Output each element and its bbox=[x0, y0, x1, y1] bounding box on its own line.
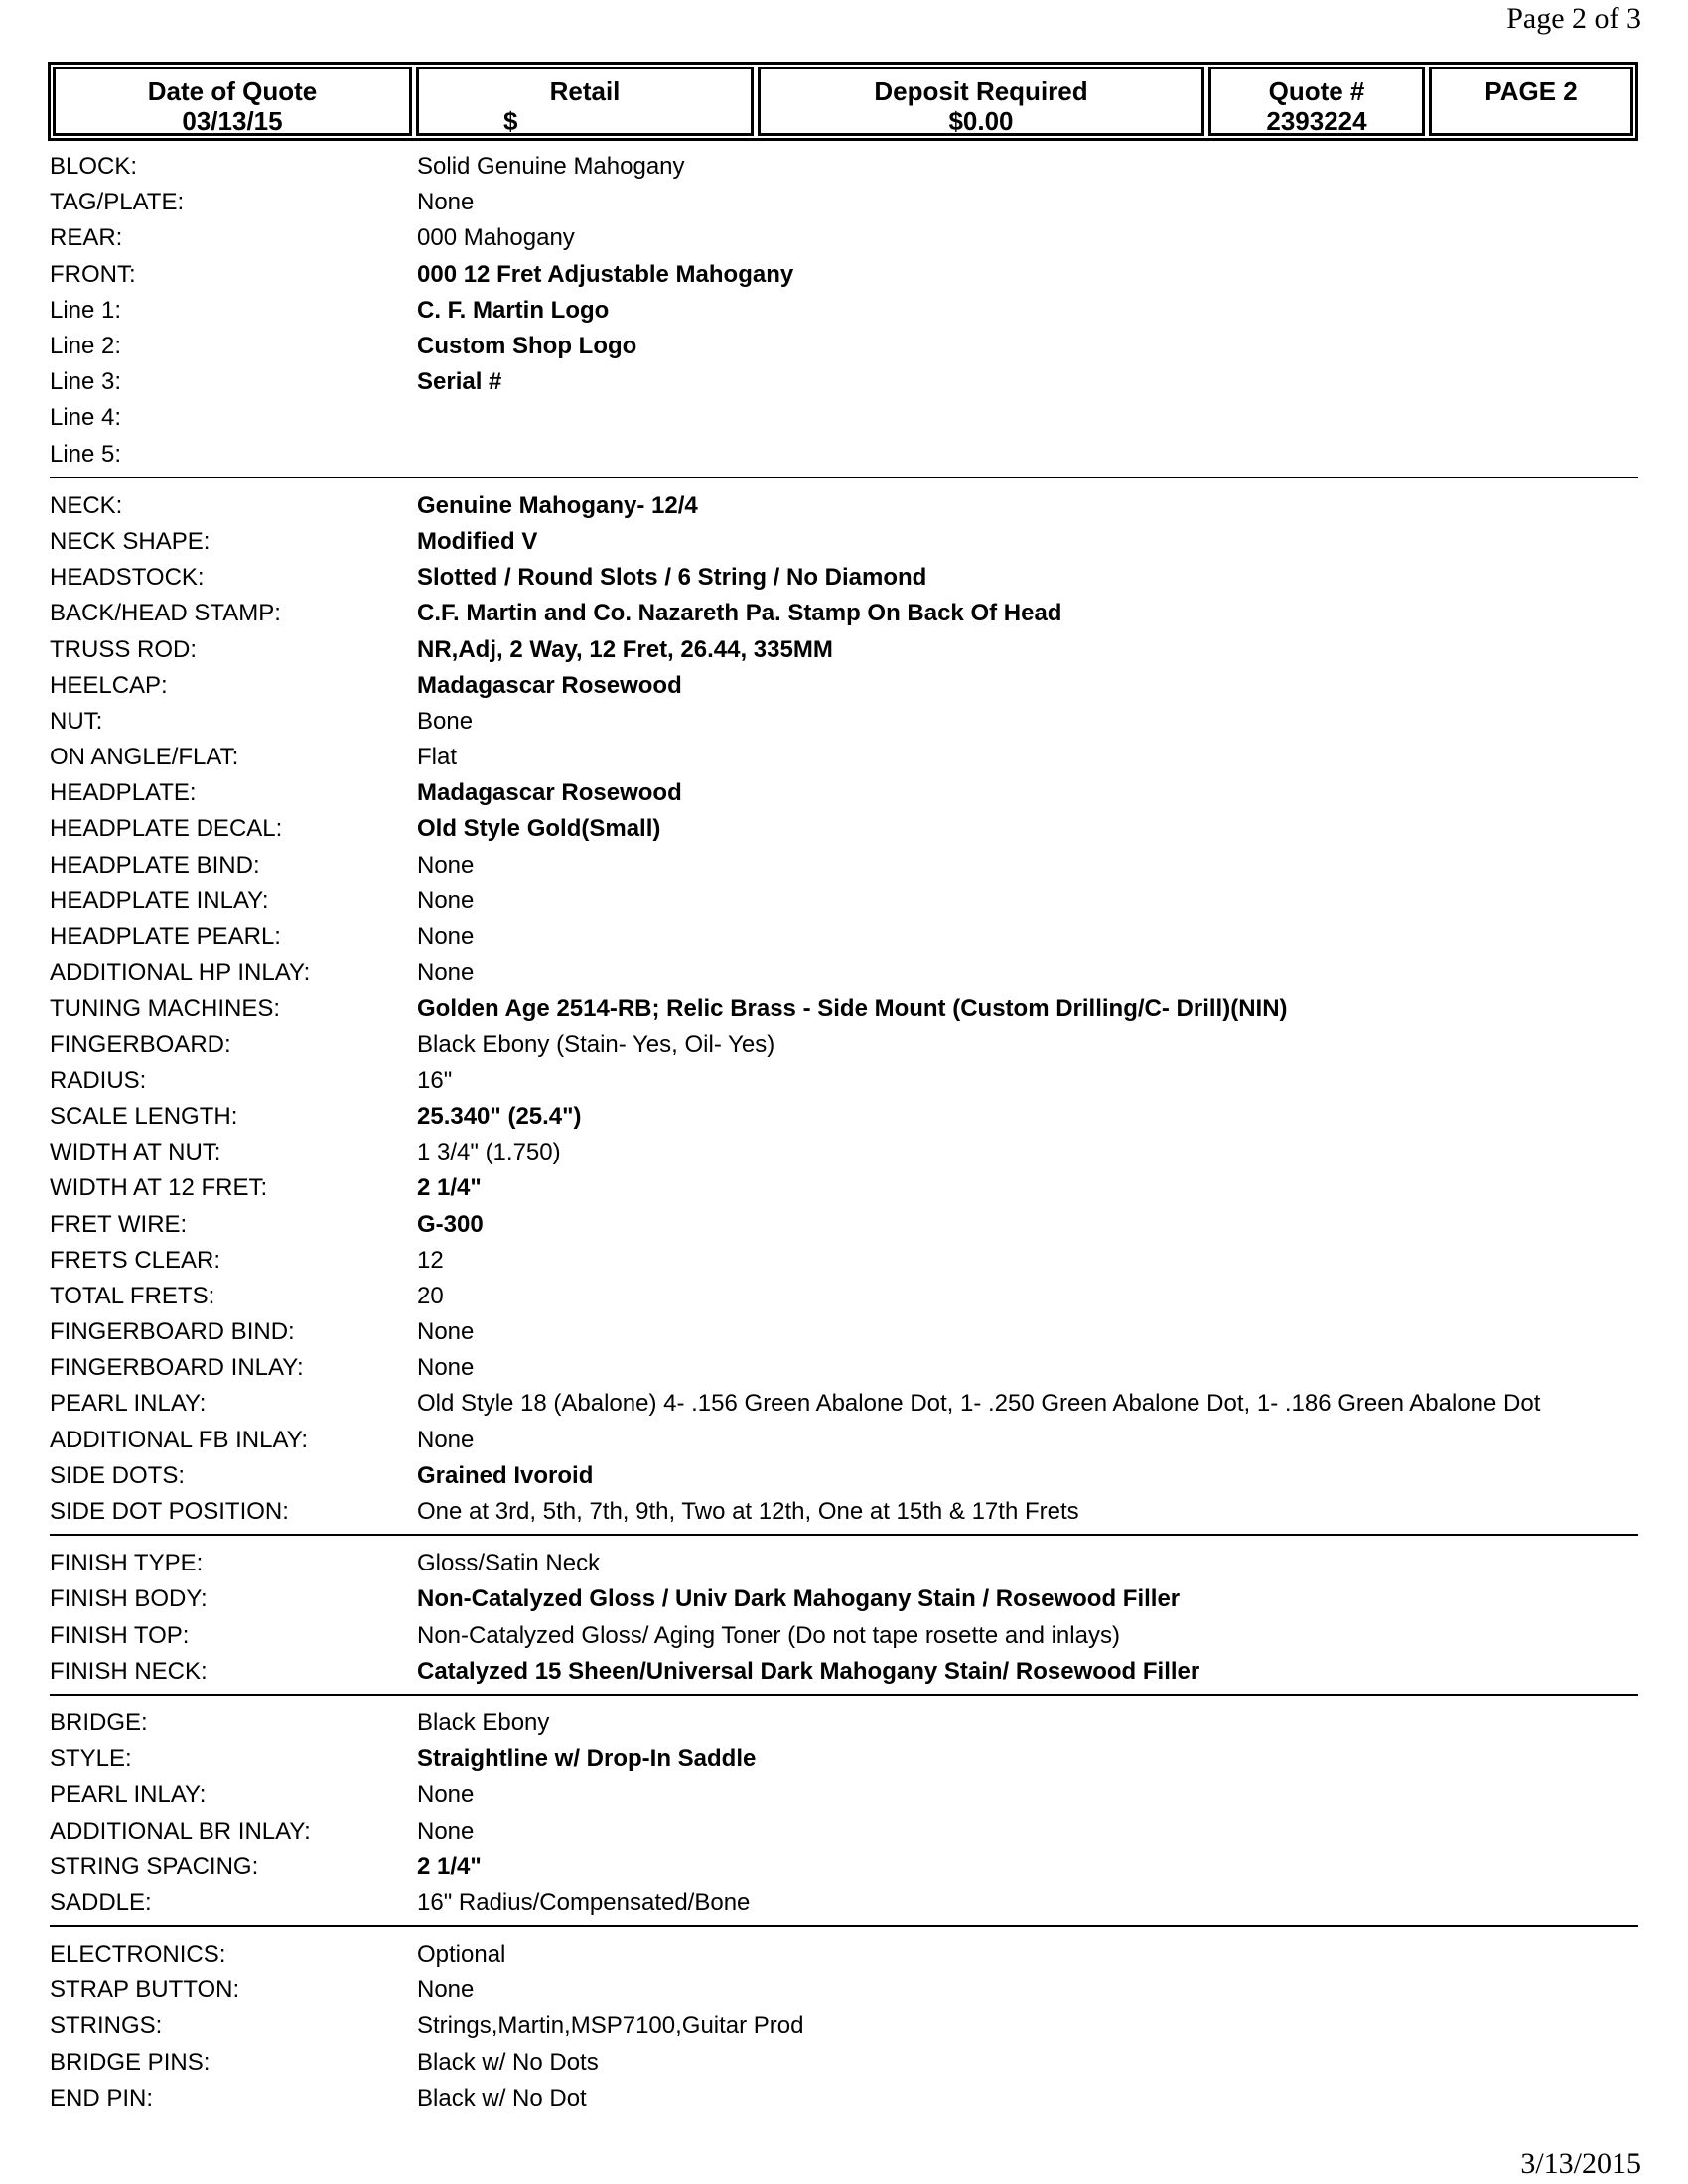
spec-label: FINGERBOARD: bbox=[50, 1030, 231, 1058]
spec-value: None bbox=[417, 1781, 475, 1809]
spec-label: FRETS CLEAR: bbox=[50, 1246, 221, 1274]
spec-value: One at 3rd, 5th, 7th, 9th, Two at 12th, One at 15th & 17th Frets bbox=[417, 1498, 1079, 1526]
spec-value: Madagascar Rosewood bbox=[417, 779, 682, 807]
spec-value: G-300 bbox=[417, 1210, 484, 1238]
spec-row bbox=[50, 1885, 1638, 1921]
spec-row bbox=[50, 1027, 1638, 1063]
spec-row bbox=[50, 1458, 1638, 1494]
spec-row bbox=[50, 1386, 1638, 1422]
spec-label: SIDE DOTS: bbox=[50, 1461, 186, 1489]
retail-label: Retail bbox=[549, 76, 621, 106]
spec-label: ADDITIONAL BR INLAY: bbox=[50, 1817, 311, 1844]
spec-value: Catalyzed 15 Sheen/Universal Dark Mahogany Stain/ Rosewood Filler bbox=[417, 1657, 1200, 1685]
spec-value: Modified V bbox=[417, 527, 538, 555]
spec-value: Strings,Martin,MSP7100,Guitar Prod bbox=[417, 2012, 804, 2040]
spec-value: None bbox=[417, 851, 475, 879]
spec-row bbox=[50, 329, 1638, 364]
spec-label: REAR: bbox=[50, 224, 123, 252]
spec-value: 16" Radius/Compensated/Bone bbox=[417, 1888, 751, 1916]
spec-label: HEADPLATE INLAY: bbox=[50, 887, 269, 914]
spec-label: END PIN: bbox=[50, 2084, 154, 2112]
spec-row bbox=[50, 400, 1638, 436]
spec-label: FINGERBOARD INLAY: bbox=[50, 1354, 304, 1382]
spec-value: Non-Catalyzed Gloss/ Aging Toner (Do not tape rosette and inlays) bbox=[417, 1621, 1120, 1649]
deposit-cell bbox=[758, 67, 1204, 136]
spec-row bbox=[50, 1813, 1638, 1848]
spec-row bbox=[50, 1581, 1638, 1617]
spec-value: None bbox=[417, 959, 475, 987]
spec-row bbox=[50, 1706, 1638, 1741]
spec-section bbox=[50, 1546, 1638, 1696]
spec-label: NECK SHAPE: bbox=[50, 527, 211, 555]
spec-row bbox=[50, 1546, 1638, 1581]
spec-label: HEADPLATE DECAL: bbox=[50, 815, 283, 843]
spec-label: TRUSS ROD: bbox=[50, 635, 198, 663]
spec-row bbox=[50, 257, 1638, 293]
spec-row bbox=[50, 1849, 1638, 1885]
retail-value: $ bbox=[503, 106, 518, 136]
spec-value: Slotted / Round Slots / 6 String / No Diamond bbox=[417, 564, 927, 592]
spec-value: Golden Age 2514-RB; Relic Brass - Side Mount (Custom Drilling/C- Drill)(NIN) bbox=[417, 995, 1288, 1023]
spec-label: ON ANGLE/FLAT: bbox=[50, 744, 239, 771]
spec-value: Custom Shop Logo bbox=[417, 333, 637, 360]
spec-value: Genuine Mahogany- 12/4 bbox=[417, 491, 698, 519]
quote-header-table bbox=[48, 62, 1638, 141]
spec-row bbox=[50, 1973, 1638, 2008]
spec-label: Line 4: bbox=[50, 404, 122, 432]
spec-value: 000 Mahogany bbox=[417, 224, 575, 252]
spec-value: 2 1/4" bbox=[417, 1852, 482, 1880]
spec-value: None bbox=[417, 1977, 475, 2004]
spec-value: None bbox=[417, 1354, 475, 1382]
spec-value: Gloss/Satin Neck bbox=[417, 1550, 601, 1577]
spec-value: Black w/ No Dots bbox=[417, 2048, 599, 2076]
spec-row bbox=[50, 2081, 1638, 2116]
spec-label: TAG/PLATE: bbox=[50, 189, 185, 216]
spec-row bbox=[50, 596, 1638, 631]
spec-value: Bone bbox=[417, 707, 474, 735]
spec-label: NECK: bbox=[50, 491, 123, 519]
spec-value: Optional bbox=[417, 1941, 506, 1969]
spec-label: HEADSTOCK: bbox=[50, 564, 205, 592]
spec-label: TUNING MACHINES: bbox=[50, 995, 281, 1023]
spec-value: None bbox=[417, 1318, 475, 1346]
spec-label: HEADPLATE PEARL: bbox=[50, 923, 281, 951]
spec-row bbox=[50, 364, 1638, 400]
spec-label: STYLE: bbox=[50, 1745, 132, 1773]
spec-label: STRAP BUTTON: bbox=[50, 1977, 240, 2004]
spec-value: C. F. Martin Logo bbox=[417, 296, 610, 324]
spec-section bbox=[50, 1706, 1638, 1927]
spec-row bbox=[50, 704, 1638, 740]
spec-value: Old Style 18 (Abalone) 4- .156 Green Abalone Dot, 1- .250 Green Abalone Dot, 1- .186 Green Abalone Dot bbox=[417, 1390, 1541, 1418]
spec-row bbox=[50, 220, 1638, 256]
deposit-label: Deposit Required bbox=[874, 76, 1088, 106]
spec-row bbox=[50, 668, 1638, 704]
spec-row bbox=[50, 2045, 1638, 2081]
spec-row bbox=[50, 1314, 1638, 1350]
spec-label: SCALE LENGTH: bbox=[50, 1102, 238, 1130]
spec-value: 1 3/4" (1.750) bbox=[417, 1139, 561, 1166]
spec-label: Line 1: bbox=[50, 296, 122, 324]
date-of-quote-value: 03/13/15 bbox=[182, 106, 283, 136]
spec-row bbox=[50, 488, 1638, 524]
spec-section bbox=[50, 488, 1638, 1536]
spec-value: None bbox=[417, 887, 475, 914]
spec-value: Black w/ No Dot bbox=[417, 2084, 587, 2112]
spec-row bbox=[50, 1135, 1638, 1170]
spec-row bbox=[50, 1350, 1638, 1386]
spec-row bbox=[50, 293, 1638, 329]
spec-row bbox=[50, 1937, 1638, 1973]
spec-label: Line 3: bbox=[50, 368, 122, 396]
spec-row bbox=[50, 631, 1638, 667]
spec-value: None bbox=[417, 189, 475, 216]
spec-label: RADIUS: bbox=[50, 1066, 147, 1094]
spec-label: SIDE DOT POSITION: bbox=[50, 1498, 289, 1526]
spec-value: NR,Adj, 2 Way, 12 Fret, 26.44, 335MM bbox=[417, 635, 833, 663]
spec-value: Flat bbox=[417, 744, 458, 771]
spec-label: FINISH TOP: bbox=[50, 1621, 190, 1649]
spec-row bbox=[50, 740, 1638, 775]
retail-cell bbox=[416, 67, 754, 136]
spec-value: None bbox=[417, 923, 475, 951]
footer-date: 3/13/2015 bbox=[1520, 2147, 1641, 2180]
spec-label: FINISH BODY: bbox=[50, 1585, 208, 1613]
spec-value: Straightline w/ Drop-In Saddle bbox=[417, 1745, 757, 1773]
spec-row bbox=[50, 149, 1638, 185]
spec-row bbox=[50, 524, 1638, 560]
spec-value: Black Ebony bbox=[417, 1708, 550, 1736]
spec-value: 12 bbox=[417, 1246, 444, 1274]
spec-value: 25.340" (25.4") bbox=[417, 1102, 582, 1130]
spec-section bbox=[50, 1937, 1638, 2120]
spec-row bbox=[50, 1777, 1638, 1813]
spec-value: None bbox=[417, 1817, 475, 1844]
spec-value: Black Ebony (Stain- Yes, Oil- Yes) bbox=[417, 1030, 775, 1058]
spec-label: HEADPLATE BIND: bbox=[50, 851, 260, 879]
page-cell bbox=[1429, 67, 1633, 136]
spec-label: BRIDGE: bbox=[50, 1708, 148, 1736]
spec-value: Grained Ivoroid bbox=[417, 1461, 594, 1489]
spec-row bbox=[50, 1206, 1638, 1242]
spec-row bbox=[50, 1494, 1638, 1530]
page-number: Page 2 of 3 bbox=[1506, 2, 1641, 35]
spec-value: Madagascar Rosewood bbox=[417, 671, 682, 699]
spec-label: ADDITIONAL HP INLAY: bbox=[50, 959, 311, 987]
spec-label: ADDITIONAL FB INLAY: bbox=[50, 1426, 309, 1453]
spec-row bbox=[50, 848, 1638, 884]
spec-label: WIDTH AT NUT: bbox=[50, 1139, 221, 1166]
spec-label: FINGERBOARD BIND: bbox=[50, 1318, 295, 1346]
spec-list bbox=[50, 149, 1638, 2130]
spec-label: HEADPLATE: bbox=[50, 779, 197, 807]
spec-row bbox=[50, 811, 1638, 847]
spec-label: PEARL INLAY: bbox=[50, 1781, 207, 1809]
spec-section bbox=[50, 149, 1638, 478]
spec-value: 20 bbox=[417, 1282, 444, 1309]
spec-value: 2 1/4" bbox=[417, 1174, 482, 1202]
spec-label: PEARL INLAY: bbox=[50, 1390, 207, 1418]
spec-row bbox=[50, 1423, 1638, 1458]
spec-row bbox=[50, 1099, 1638, 1135]
spec-row bbox=[50, 919, 1638, 955]
spec-label: TOTAL FRETS: bbox=[50, 1282, 215, 1309]
quote-number-value: 2393224 bbox=[1266, 106, 1367, 136]
spec-label: FINISH NECK: bbox=[50, 1657, 208, 1685]
spec-label: NUT: bbox=[50, 707, 103, 735]
deposit-value: $0.00 bbox=[948, 106, 1014, 136]
spec-row bbox=[50, 1243, 1638, 1279]
spec-row bbox=[50, 1654, 1638, 1690]
page-cell-label: PAGE 2 bbox=[1484, 76, 1578, 106]
spec-label: FRONT: bbox=[50, 260, 136, 288]
spec-label: Line 2: bbox=[50, 333, 122, 360]
spec-value: Old Style Gold(Small) bbox=[417, 815, 661, 843]
spec-label: STRING SPACING: bbox=[50, 1852, 259, 1880]
spec-value: 16" bbox=[417, 1066, 453, 1094]
spec-label: STRINGS: bbox=[50, 2012, 163, 2040]
spec-row bbox=[50, 1279, 1638, 1314]
date-of-quote-cell bbox=[53, 67, 412, 136]
spec-row bbox=[50, 560, 1638, 596]
quote-number-cell bbox=[1208, 67, 1425, 136]
spec-value: Serial # bbox=[417, 368, 502, 396]
spec-row bbox=[50, 437, 1638, 473]
spec-row bbox=[50, 1170, 1638, 1206]
spec-value: Non-Catalyzed Gloss / Univ Dark Mahogany Stain / Rosewood Filler bbox=[417, 1585, 1181, 1613]
spec-label: Line 5: bbox=[50, 440, 122, 468]
quote-number-label: Quote # bbox=[1268, 76, 1365, 106]
spec-row bbox=[50, 991, 1638, 1026]
spec-row bbox=[50, 884, 1638, 919]
spec-label: BACK/HEAD STAMP: bbox=[50, 600, 281, 627]
spec-row bbox=[50, 955, 1638, 991]
spec-label: FRET WIRE: bbox=[50, 1210, 188, 1238]
spec-row bbox=[50, 775, 1638, 811]
spec-value: None bbox=[417, 1426, 475, 1453]
spec-label: WIDTH AT 12 FRET: bbox=[50, 1174, 268, 1202]
spec-label: HEELCAP: bbox=[50, 671, 168, 699]
spec-row bbox=[50, 185, 1638, 220]
spec-label: BLOCK: bbox=[50, 153, 138, 181]
spec-row bbox=[50, 1741, 1638, 1777]
spec-value: Solid Genuine Mahogany bbox=[417, 153, 685, 181]
spec-value: 000 12 Fret Adjustable Mahogany bbox=[417, 260, 794, 288]
spec-label: ELECTRONICS: bbox=[50, 1941, 226, 1969]
spec-label: BRIDGE PINS: bbox=[50, 2048, 211, 2076]
date-of-quote-label: Date of Quote bbox=[147, 76, 318, 106]
spec-label: SADDLE: bbox=[50, 1888, 152, 1916]
spec-row bbox=[50, 2008, 1638, 2044]
spec-label: FINISH TYPE: bbox=[50, 1550, 204, 1577]
spec-value: C.F. Martin and Co. Nazareth Pa. Stamp On Back Of Head bbox=[417, 600, 1062, 627]
spec-row bbox=[50, 1618, 1638, 1654]
spec-row bbox=[50, 1063, 1638, 1099]
